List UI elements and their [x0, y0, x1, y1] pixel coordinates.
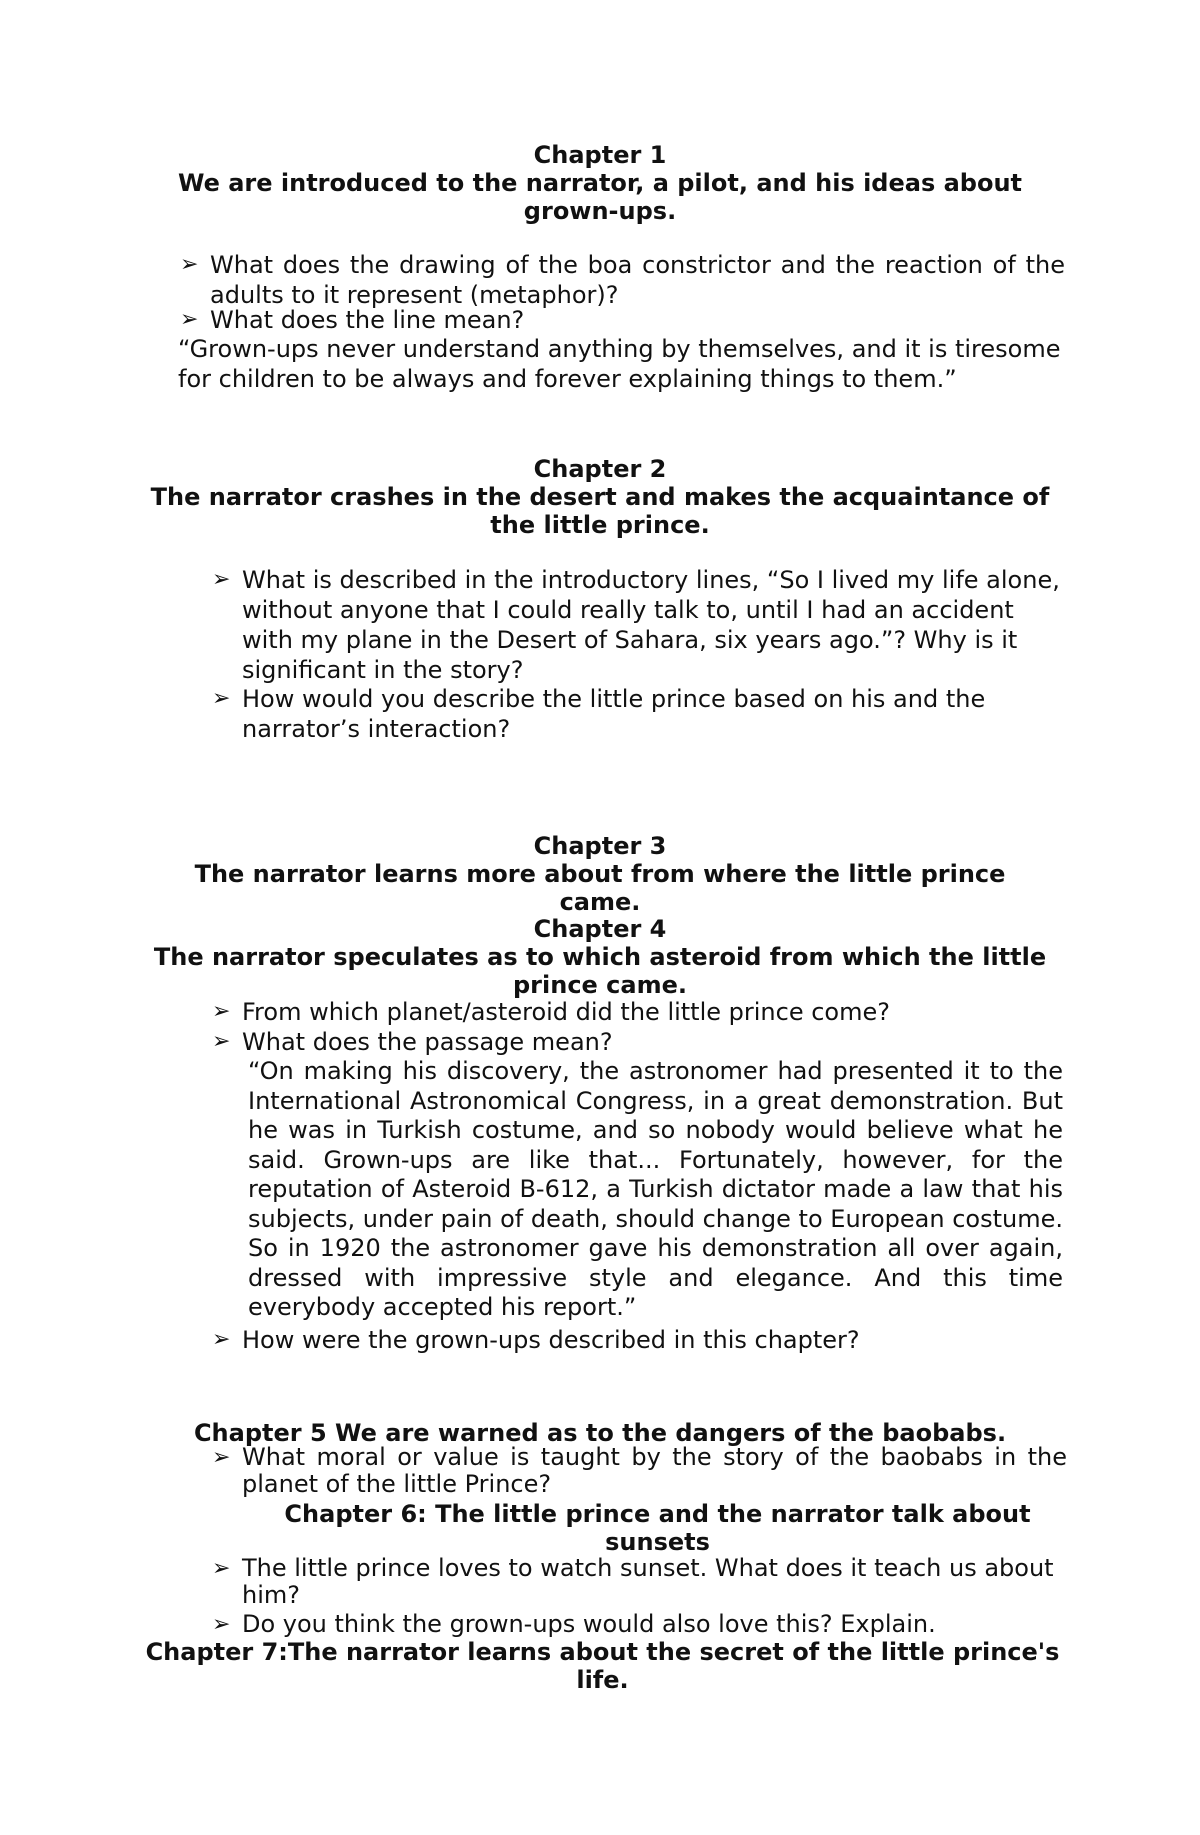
arrow-bullet-icon: ➢: [212, 1029, 231, 1054]
question-text: The little prince loves to watch sunset. What does it teach us about him?: [242, 1554, 1054, 1609]
arrow-bullet-icon: ➢: [212, 1556, 231, 1581]
chapter-4-heading: [150, 915, 1050, 999]
chapter-6-question-1: [212, 1555, 1067, 1609]
chapter-2-question-2: [212, 684, 1067, 744]
chapter-3-title: Chapter 3: [533, 832, 667, 860]
arrow-bullet-icon: ➢: [212, 1612, 231, 1637]
arrow-bullet-icon: ➢: [180, 307, 199, 332]
chapter-1-heading: [170, 141, 1030, 225]
question-text: How would you describe the little prince based on his and the narrator’s interaction?: [242, 685, 986, 743]
arrow-bullet-icon: ➢: [212, 567, 231, 592]
chapter-1-question-1: [180, 250, 1065, 310]
question-text: What moral or value is taught by the story of the baobabs in the planet of the little Prince?: [242, 1443, 1067, 1498]
chapter-3-subtitle: The narrator learns more about from where the little prince came.: [194, 860, 1006, 916]
chapter-1-subtitle: We are introduced to the narrator, a pilot, and his ideas about grown-ups.: [177, 169, 1023, 225]
question-text: What does the drawing of the boa constrictor and the reaction of the adults to it represent (metaphor)?: [210, 251, 1065, 309]
arrow-bullet-icon: ➢: [212, 1445, 231, 1470]
chapter-1-quote: “Grown-ups never understand anything by themselves, and it is tiresome for children to be always and forever explaining things to them.”: [178, 335, 1061, 393]
chapter-1-question-2: [180, 305, 1065, 335]
chapter-5-title: Chapter 5 We are warned as to the dangers of the baobabs.: [193, 1419, 1007, 1447]
question-text: What does the passage mean?: [242, 1028, 613, 1056]
chapter-3-heading: [170, 832, 1030, 916]
question-text: Do you think the grown-ups would also love this? Explain.: [242, 1610, 936, 1638]
chapter-5-question-1: [212, 1444, 1067, 1498]
question-text: What is described in the introductory lines, “So I lived my life alone, without anyone that I could really talk to, until I had an accident with my plane in the Desert of Sahara, six years ago.”? Why is it significant in the story?: [242, 566, 1060, 684]
chapter-6-heading: [270, 1500, 1045, 1556]
chapter-7-heading: [145, 1638, 1060, 1694]
chapter-4-question-2: [212, 1027, 1067, 1057]
arrow-bullet-icon: ➢: [212, 686, 231, 711]
chapter-4-question-3: [212, 1325, 1067, 1355]
chapter-2-title: Chapter 2: [533, 455, 667, 483]
chapter-1-title: Chapter 1: [533, 141, 667, 169]
chapter-4-subtitle: The narrator speculates as to which asteroid from which the little prince came.: [153, 943, 1047, 999]
chapter-7-title: Chapter 7:The narrator learns about the secret of the little prince's life.: [145, 1638, 1060, 1694]
question-text: What does the line mean?: [210, 306, 525, 334]
chapter-4-quote: “On making his discovery, the astronomer had presented it to the International Astronomical Congress, in a great demonstration. But he was in Turkish costume, and so nobody would believe what he said. Grown-ups are like that... Fortunately, however, for the reputation of Asteroid B-612, a Turkish dictator made a law that his subjects, under pain of death, should change to European costume. So in 1920 the astronomer gave his demonstration all over again, dressed with impressive style and elegance. And this time everybody accepted his report.”: [248, 1057, 1064, 1321]
chapter-4-question-1: [212, 997, 1067, 1027]
arrow-bullet-icon: ➢: [180, 252, 199, 277]
question-text: From which planet/asteroid did the little prince come?: [242, 998, 890, 1026]
chapter-2-question-1: [212, 565, 1067, 685]
chapter-4-title: Chapter 4: [533, 915, 667, 943]
chapter-6-question-2: [212, 1611, 1067, 1638]
chapter-2-subtitle: The narrator crashes in the desert and makes the acquaintance of the little prince.: [150, 483, 1050, 539]
arrow-bullet-icon: ➢: [212, 999, 231, 1024]
chapter-6-title: Chapter 6: The little prince and the narrator talk about sunsets: [284, 1500, 1031, 1556]
chapter-2-heading: [150, 455, 1050, 539]
arrow-bullet-icon: ➢: [212, 1327, 231, 1352]
question-text: How were the grown-ups described in this chapter?: [242, 1326, 860, 1354]
